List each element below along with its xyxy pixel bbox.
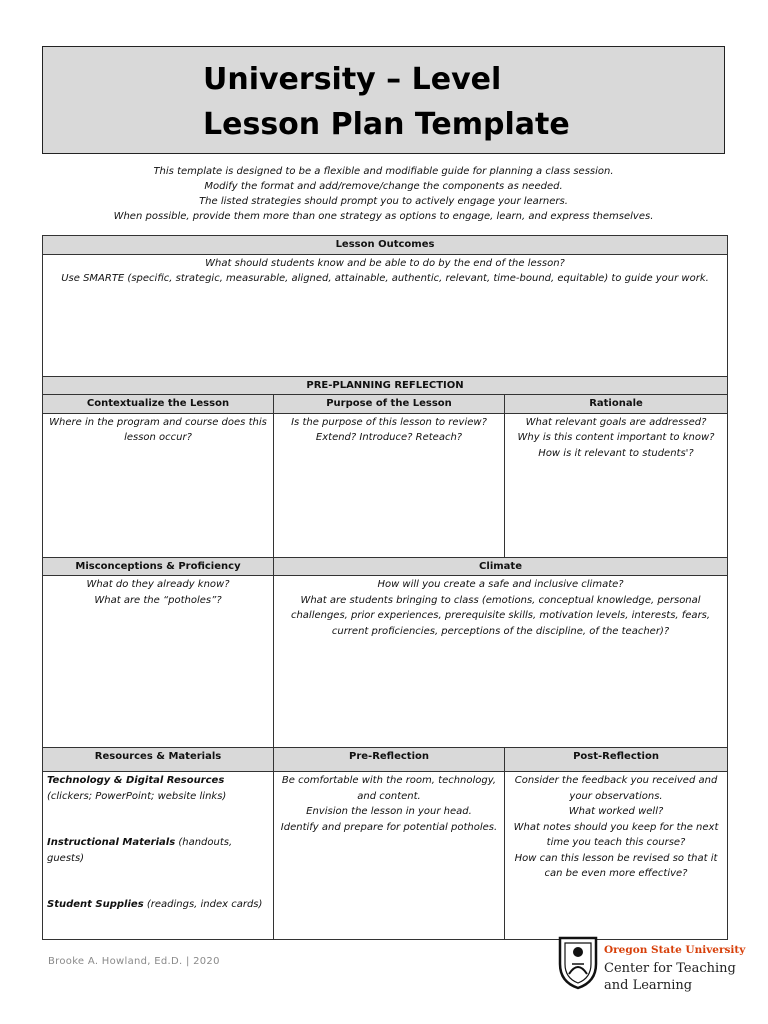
outcomes-prompt: Use SMARTE (specific, strategic, measurable, aligned, attainable, authentic, relevant, time-bound, equitable) to guide your work. bbox=[61, 273, 709, 284]
ctl-name-line-1: Center for Teaching bbox=[604, 961, 736, 976]
climate-header: Climate bbox=[274, 557, 728, 576]
contextualize-header: Contextualize the Lesson bbox=[43, 395, 274, 414]
climate-prompt: How will you create a safe and inclusive climate? bbox=[377, 579, 624, 590]
rationale-prompt: Why is this content important to know? bbox=[517, 432, 715, 443]
lesson-outcomes-header: Lesson Outcomes bbox=[43, 236, 728, 255]
preplanning-header: PRE-PLANNING REFLECTION bbox=[43, 376, 728, 395]
purpose-field[interactable] bbox=[274, 413, 505, 557]
contextualize-prompt: Where in the program and course does this lesson occur? bbox=[49, 416, 267, 443]
prereflection-field[interactable] bbox=[274, 772, 505, 940]
postreflection-field[interactable] bbox=[505, 772, 728, 940]
postreflection-prompt: What worked well? bbox=[568, 806, 664, 817]
contextualize-field[interactable] bbox=[43, 413, 274, 557]
prereflection-header: Pre-Reflection bbox=[274, 748, 505, 772]
resource-supplies bbox=[47, 897, 269, 913]
ctl-name-line-2: and Learning bbox=[604, 978, 693, 993]
title-banner bbox=[42, 46, 725, 154]
resource-technology-examples: (clickers; PowerPoint; website links) bbox=[47, 790, 227, 802]
intro-line: Modify the format and add/remove/change the components as needed. bbox=[204, 181, 563, 192]
climate-prompt: What are students bringing to class (emotions, conceptual knowledge, personal challenges, prior experiences, prerequisite skills, motivation levels, interests, fears, current proficiencies, perceptions of the discipline, of the teacher)? bbox=[290, 594, 711, 637]
resource-supplies-examples: (readings, index cards) bbox=[143, 899, 263, 910]
resource-instructional-examples: (handouts, guests) bbox=[47, 837, 233, 864]
resource-supplies-label: Student Supplies bbox=[47, 899, 144, 910]
misconceptions-field[interactable] bbox=[43, 576, 274, 748]
intro-line: When possible, provide them more than one strategy as options to engage, learn, and express themselves. bbox=[113, 211, 654, 222]
resources-header: Resources & Materials bbox=[43, 748, 274, 772]
postreflection-prompt: What notes should you keep for the next time you teach this course? bbox=[513, 821, 719, 848]
purpose-prompt: Is the purpose of this lesson to review? bbox=[291, 416, 487, 428]
rationale-prompt: How is it relevant to students'? bbox=[538, 447, 694, 459]
osu-wordmark: Oregon State University bbox=[604, 944, 746, 956]
purpose-prompt: Extend? Introduce? Reteach? bbox=[315, 432, 463, 443]
resource-technology bbox=[47, 773, 269, 804]
prereflection-prompt: Envision the lesson in your head. bbox=[306, 806, 472, 817]
page-title bbox=[203, 57, 570, 147]
author-credit: Brooke A. Howland, Ed.D. | 2020 bbox=[48, 956, 220, 967]
misconceptions-prompt: What are the “potholes”? bbox=[94, 594, 222, 606]
misconceptions-prompt: What do they already know? bbox=[86, 579, 230, 590]
misconceptions-header: Misconceptions & Proficiency bbox=[43, 557, 274, 576]
osu-ctl-logo bbox=[556, 934, 746, 998]
prereflection-prompt: Identify and prepare for potential potholes. bbox=[280, 821, 498, 833]
postreflection-prompt: Consider the feedback you received and your observations. bbox=[514, 775, 718, 802]
intro-line: The listed strategies should prompt you to actively engage your learners. bbox=[199, 196, 568, 207]
purpose-header: Purpose of the Lesson bbox=[274, 395, 505, 414]
ctl-name bbox=[604, 960, 736, 994]
rationale-header: Rationale bbox=[505, 395, 728, 414]
postreflection-prompt: How can this lesson be revised so that it can be even more effective? bbox=[514, 852, 718, 879]
title-line-1: University – Level bbox=[203, 62, 502, 97]
resource-technology-label: Technology & Digital Resources bbox=[47, 775, 225, 786]
resource-instructional-label: Instructional Materials bbox=[47, 837, 176, 848]
osu-seal-icon bbox=[556, 934, 600, 990]
rationale-field[interactable] bbox=[505, 413, 728, 557]
lesson-plan-table bbox=[42, 235, 728, 940]
climate-field[interactable] bbox=[274, 576, 728, 748]
outcomes-prompt: What should students know and be able to do by the end of the lesson? bbox=[205, 257, 565, 269]
prereflection-prompt: Be comfortable with the room, technology, and content. bbox=[281, 775, 497, 802]
title-line-2: Lesson Plan Template bbox=[203, 107, 570, 142]
lesson-outcomes-field[interactable] bbox=[43, 254, 728, 376]
resource-instructional bbox=[47, 835, 269, 866]
postreflection-header: Post-Reflection bbox=[505, 748, 728, 772]
resources-field[interactable] bbox=[43, 772, 274, 940]
intro-text bbox=[42, 164, 725, 224]
intro-line: This template is designed to be a flexible and modifiable guide for planning a class session. bbox=[153, 166, 614, 177]
rationale-prompt: What relevant goals are addressed? bbox=[525, 416, 707, 428]
